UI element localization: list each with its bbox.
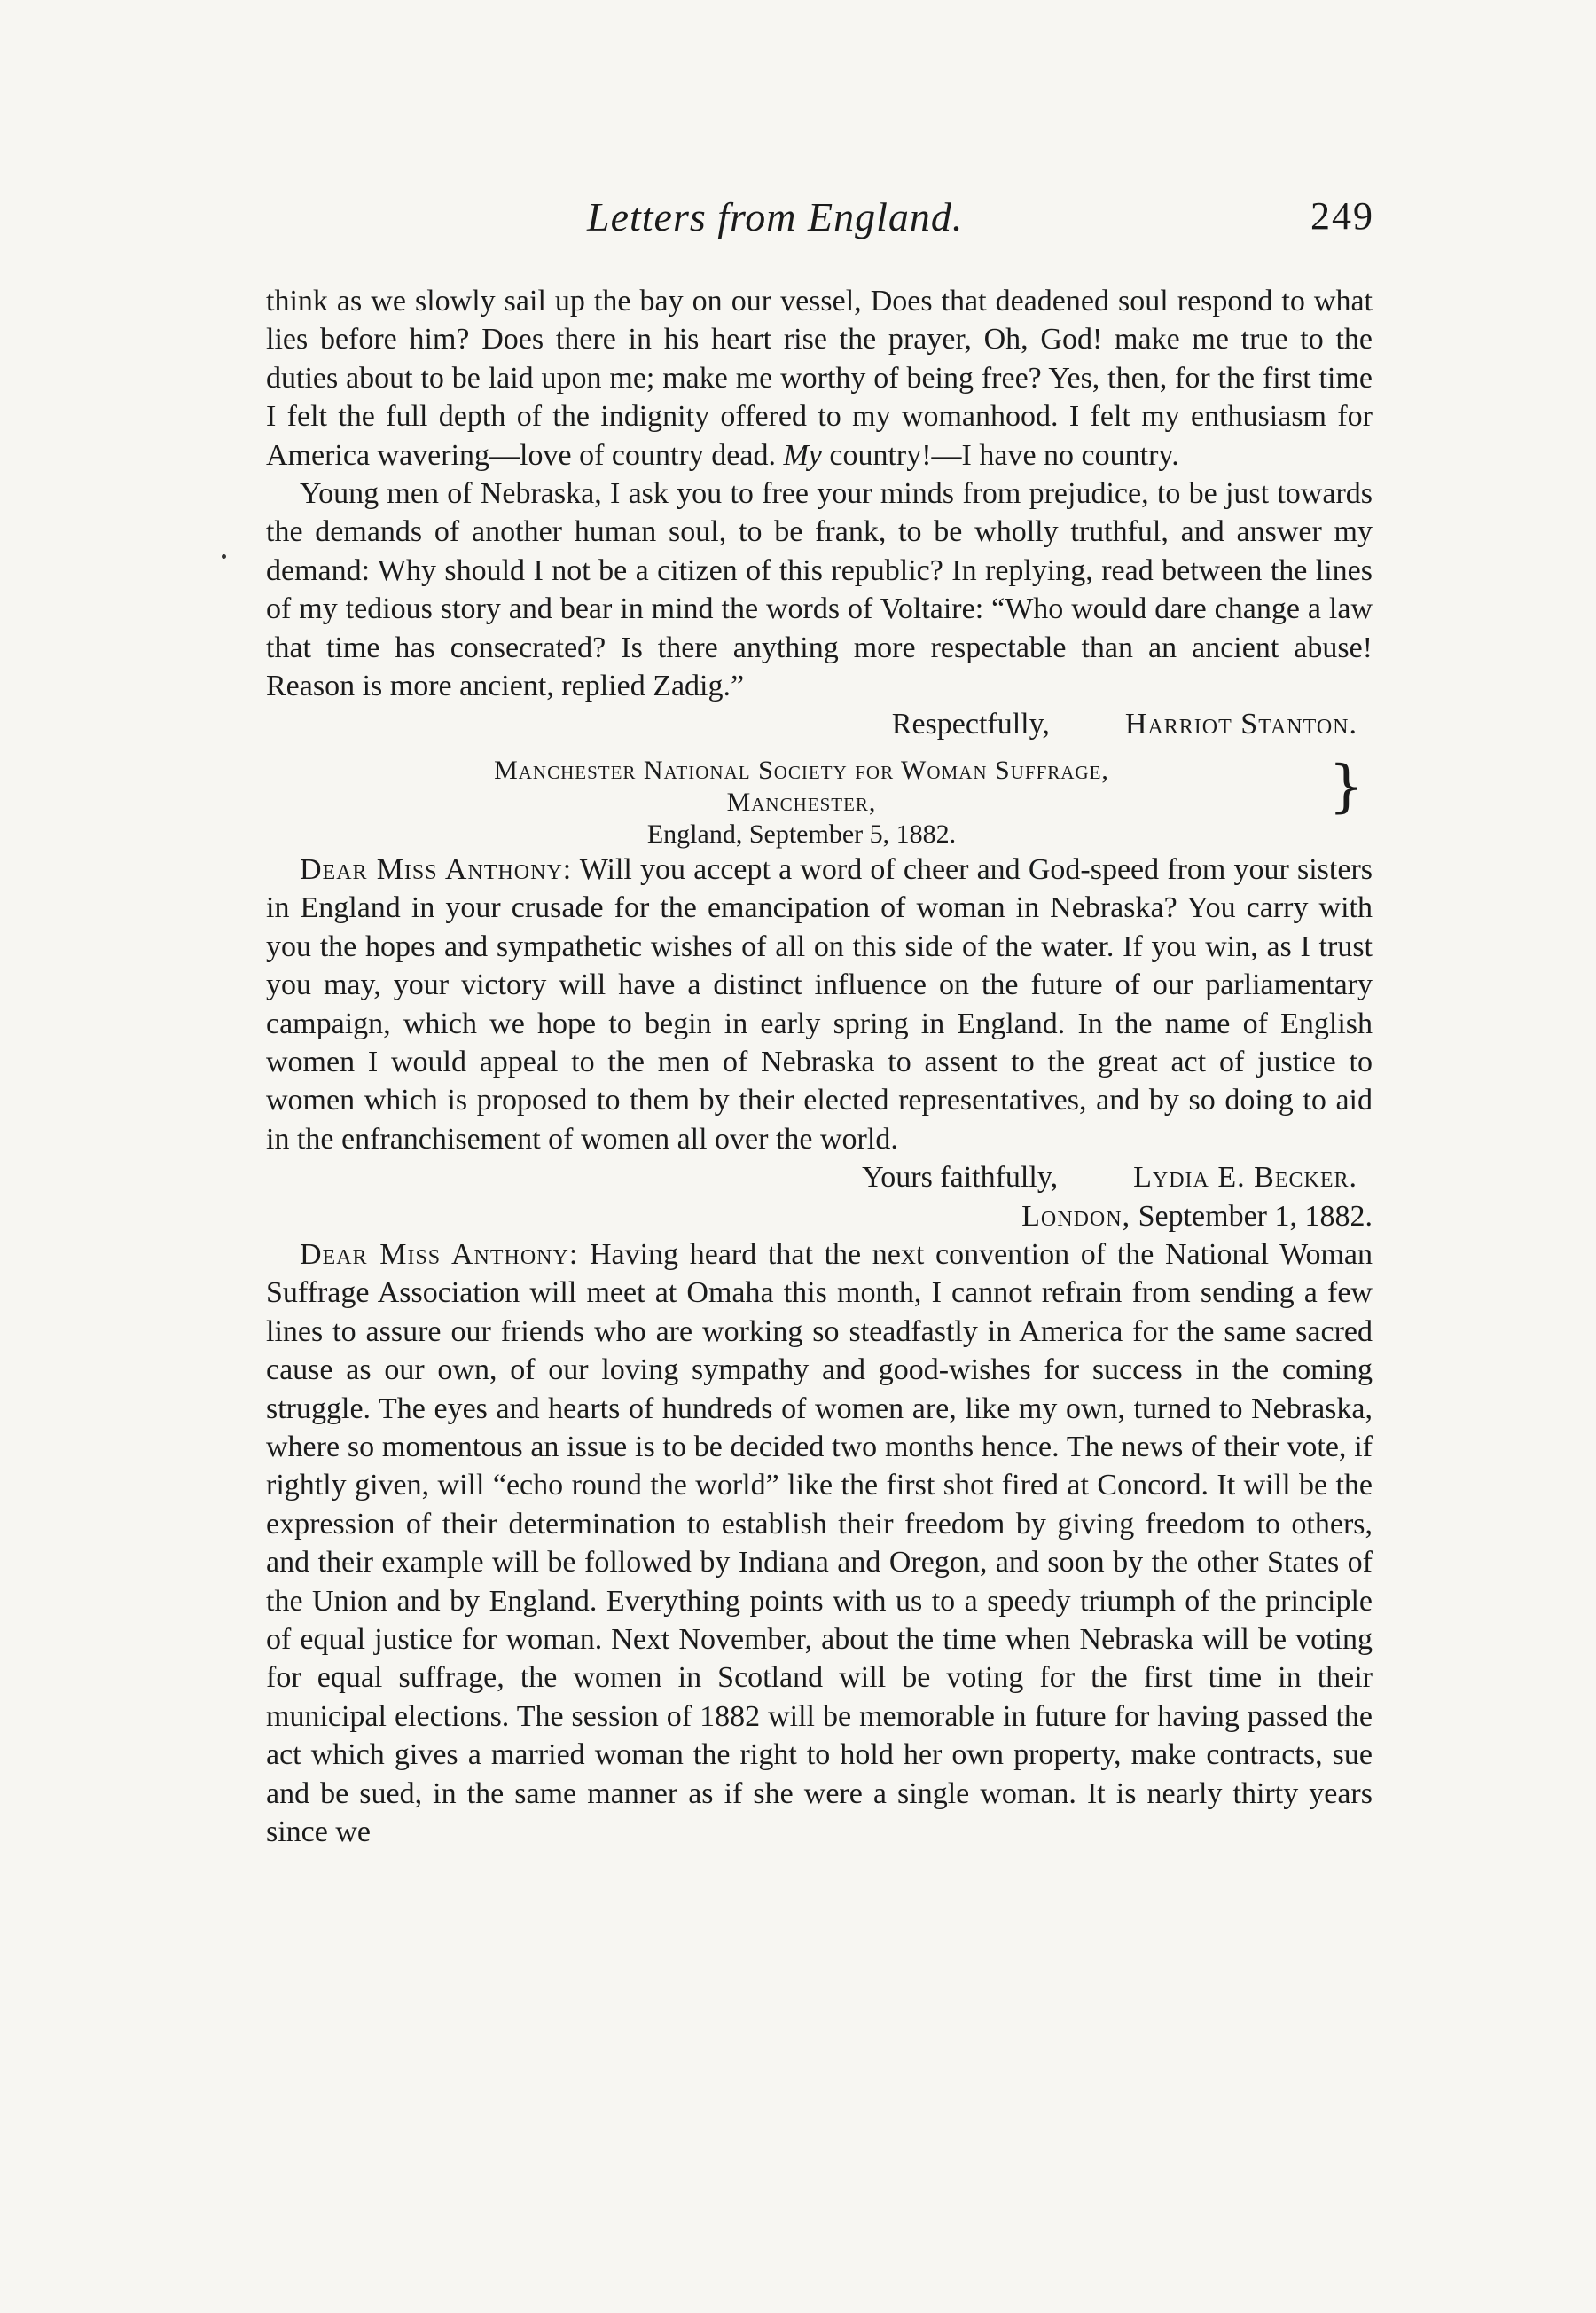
emphasis-my: My [783, 438, 822, 472]
signature-name: Harriot Stanton. [1124, 708, 1357, 741]
speck-mark [222, 554, 226, 559]
heading-line-society: Manchester National Society for Woman Suffrage, [494, 755, 1109, 785]
continuation-paragraph: think as we slowly sail up the bay on our vessel, Does that deadened soul respond to what lies before him? Does there in his heart rise the prayer, Oh, God! make me true to the duties about to be laid upon me; make me worthy of being free? Yes, then, for the first time I felt the full depth of the indignity offered to my womanhood. I felt my enthusiasm for America wavering—love of country dead. My country!—I have no country. [266, 285, 1373, 472]
page-number: 249 [1310, 194, 1374, 238]
brace-mark: } [1328, 753, 1365, 819]
letter-heading-manchester [266, 755, 1373, 851]
page-body [266, 282, 1373, 1851]
letter-london-paragraph: Dear Miss Anthony: Having heard that the next convention of the National Woman Suffrage Association will meet at Omaha this month, I cannot refrain from sending a few lines to assure our friends who are working so steadfastly in America for the same sacred cause as our own, of our loving sympathy and good-wishes for success in the coming struggle. The eyes and hearts of hundreds of women are, like my own, turned to Nebraska, where so momentous an issue is to be decided two months hence. The news of their vote, if rightly given, will “echo round the world” like the first shot fired at Concord. It will be the expression of their determination to establish their freedom by giving freedom to others, and their example will be followed by Indiana and Oregon, and soon by the other States of the Union and by England. Everything points with us to a speedy triumph of the principle of equal justice for woman. Next November, about the time when Nebraska will be voting for equal suffrage, the women in Scotland will be voting for the first time in their municipal elections. The session of 1882 will be memorable in future for having passed the act which gives a married woman the right to hold her own property, make contracts, sue and be sued, in the same manner as if she were a single woman. It is nearly thirty years since we [266, 1237, 1373, 1849]
signature-name: Lydia E. Becker. [1133, 1161, 1357, 1195]
appeal-paragraph: Young men of Nebraska, I ask you to free your minds from prejudice, to be just towards the demands of another human soul, to be frank, to be wholly truthful, and answer my demand: Why should I not be a citizen of this republic? In replying, read between the lines of my tedious story and bear in mind the words of Voltaire: “Who would dare change a law that time has consecrated? Is there anything more respectable than an ancient abuse! Reason is more ancient, replied Zadig.” [266, 477, 1373, 703]
running-head [266, 193, 1374, 247]
running-head-title: Letters from England. [587, 194, 964, 239]
letter-becker-paragraph: Dear Miss Anthony: Will you accept a word of cheer and God-speed from your sisters in England in your crusade for the emancipation of woman in Nebraska? You carry with you the hopes and sympathetic wishes of all on this side of the water. If you win, as I trust you may, your victory will have a distinct influence on the future of our parliamentary campaign, which we hope to begin in early spring in England. In the name of English women I would appeal to the men of Nebraska to assent to the great act of justice to women which is proposed to them by their elected representatives, and by so doing to aid in the enfranchisement of women all over the world. [266, 852, 1373, 1156]
dateline-london: London, September 1, 1882. [1021, 1199, 1373, 1233]
signature-becker: Yours faithfully, Lydia E. Becker. [862, 1161, 1357, 1195]
heading-line-place-date: Manchester, England, September 5, 1882. [646, 787, 957, 849]
salutation: Dear Miss Anthony: [300, 852, 573, 886]
signature-stanton: Respectfully, Harriot Stanton. [891, 708, 1357, 741]
salutation: Dear Miss Anthony: [300, 1237, 579, 1271]
